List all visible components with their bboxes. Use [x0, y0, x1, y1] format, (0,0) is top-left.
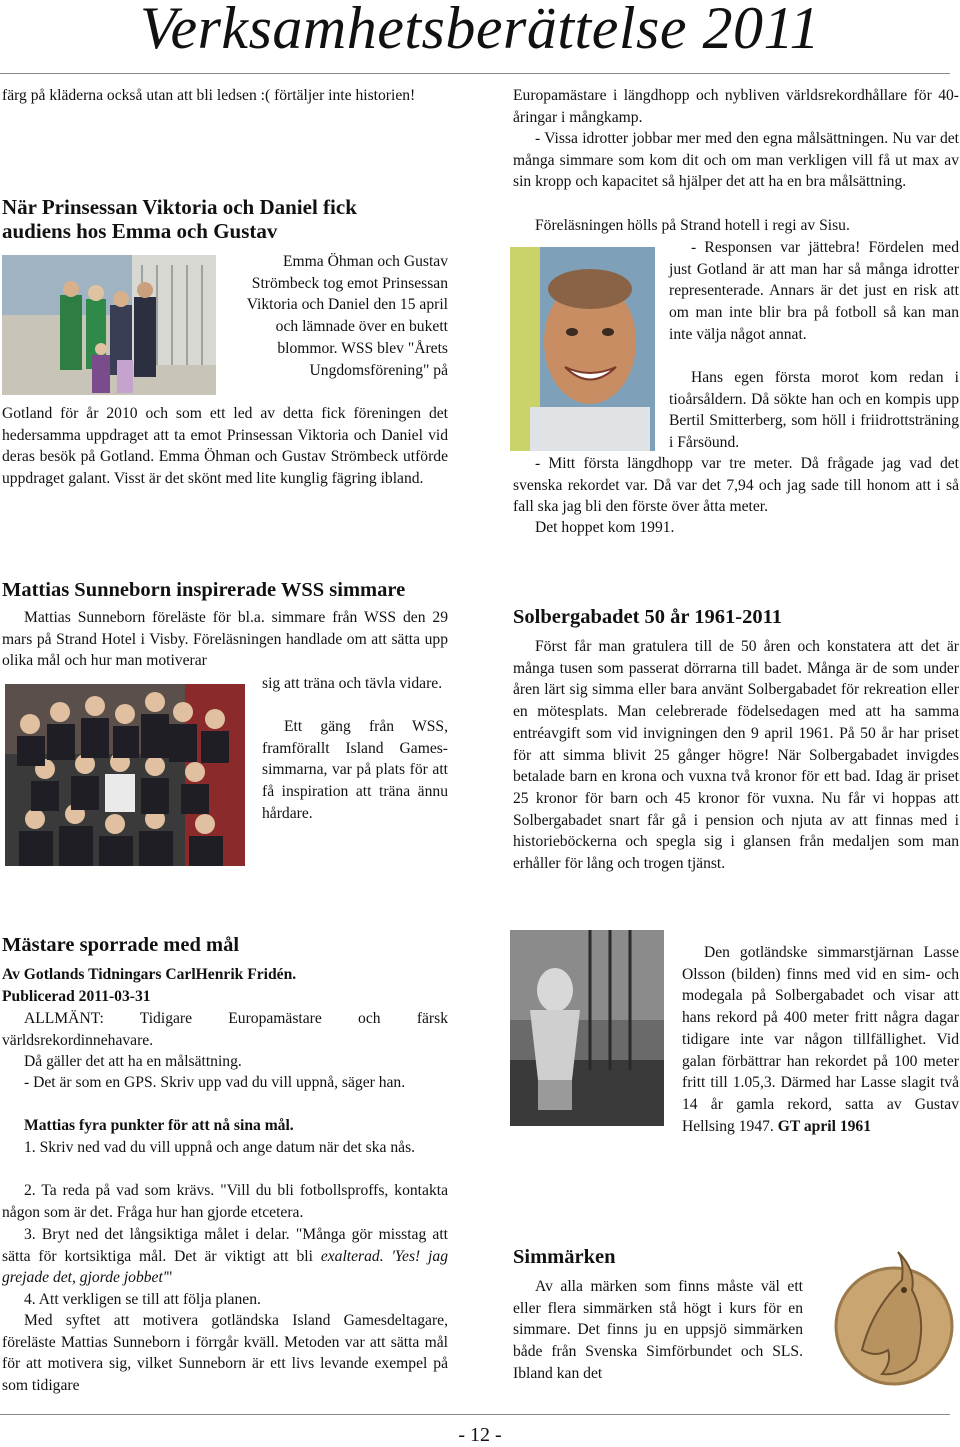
lasse-olsson-photo [510, 930, 664, 1126]
solberga-heading: Solbergabadet 50 år 1961-2011 [513, 606, 782, 628]
intro-text: färg på kläderna också utan att bli ledsen :( förtäljer inte historien! [2, 87, 416, 104]
lasse-text [682, 942, 959, 1137]
royal-heading: När Prinsessan Viktoria och Daniel fick audiens hos Emma och Gustav [2, 195, 357, 243]
mastare-text-8: 4. Att verkligen se till att följa planen. [24, 1291, 261, 1308]
royal-beside-text: Emma Öhman och Gustav Strömbeck tog emot Prinsessan Viktoria och Daniel den 15 april och lämnade över en bukett blommor. WSS blev "Årets Ungdomsförening" på [246, 253, 448, 379]
page-title: Verksamhetsberättelse 2011 [139, 0, 821, 61]
right-text-6: - Mitt första längdhopp var tre meter. Då frågade jag vad det svenska rekordet var. Då var det 7,94 och jag sade till honom att i så fall ska jag bli den förste över åtta meter. [513, 455, 959, 516]
right-text-3: Föreläsningen hölls på Strand hotell i regi av Sisu. [535, 217, 850, 234]
mastare-text-5: 1. Skriv ned vad du vill uppnå och ange datum när det ska nås. [24, 1139, 416, 1156]
simmarken-heading: Simmärken [513, 1246, 616, 1268]
mastare-byline-2: Publicerad 2011-03-31 [2, 988, 151, 1005]
mastare-text-4: Mattias fyra punkter för att nå sina mål. [24, 1117, 294, 1134]
mattias-text-1b: sig att träna och tävla vidare. [262, 675, 443, 692]
right-text-4: - Responsen var jättebra! Fördelen med just Gotland är att man har så många idrotter representerade. Annars är det just en risk att om man inte blir bra på fotboll så kan man inte välja något annat. [669, 239, 959, 343]
right-text-7: Det hoppet kom 1991. [535, 519, 675, 536]
mastare-text-6: 2. Ta reda på vad som krävs. "Vill du bli fotbollsproffs, kontakta någon som är det. Fråga hur han gjorde etcetera. [2, 1182, 448, 1221]
right-text-2: - Vissa idrotter jobbar mer med den egna målsättningen. Nu var det många simmare som kom dit och om man verkligen vill få ut max av sin kropp och kapacitet så hjälper det att ha en bra målsättning. [513, 130, 959, 191]
right-text-1: Europamästare i längdhopp och nybliven världsrekordhållare för 40-åringar i mångkamp. [513, 87, 959, 126]
header-rule [0, 73, 950, 74]
mastare-text-2: Då gäller det att ha en målsättning. [24, 1053, 242, 1070]
mastare-text-7b: exalterad. 'Yes! jag grejade det, gjorde jobbet' [2, 1247, 448, 1287]
mastare-text-1: ALLMÄNT: Tidigare Europamästare och färsk världsrekordinnehavare. [2, 1010, 448, 1049]
gt-credit: GT april 1961 [777, 1117, 872, 1135]
shark-badge-icon [832, 1250, 956, 1390]
mattias-text-2: Ett gäng från WSS, framförallt Island Games-simmarna, var på plats för att få inspiration att träna ännu hårdare. [262, 718, 448, 822]
mastare-text-7a: 3. Bryt ned det långsiktiga målet i delar. "Många gör misstag att sätta för kortsiktiga mål. Det är viktigt att bli [2, 1226, 448, 1265]
simmarken-text: Av alla märken som finns måste väl ett eller flera simmärken stå högt i kurs för en simmare. Det finns ju en uppsjö simmärken både från Svenska Simförbundet och SLS. Ibland kan det [513, 1278, 803, 1382]
royal-below-text: Gotland för år 2010 och som ett led av detta fick föreningen det hedersamma uppdraget att ta emot Prinsessan Viktoria och Daniel vid deras besök på Gotland. Emma Öhman och Gustav Strömbeck utförde uppdraget galant. Visst är det skönt med lite kunglig fägring ibland. [2, 405, 448, 488]
mastare-text-9: Med syftet att motivera gotländska Island Gamesdeltagare, föreläste Mattias Sunneborn i förrgår kväll. Metoden var att sätta mål för att motivera sig, vilket Sunneborn är ett livs levande exempel på som tidigare [2, 1312, 448, 1395]
mastare-text-7 [2, 1224, 448, 1289]
team-photo [5, 684, 245, 866]
footer-rule [0, 1414, 950, 1415]
mastare-text-7c: " [166, 1269, 173, 1287]
mastare-text-3: - Det är som en GPS. Skriv upp vad du vill uppnå, säger han. [24, 1074, 406, 1091]
page-number: - 12 - [458, 1424, 502, 1446]
mastare-byline-1: Av Gotlands Tidningars CarlHenrik Fridén. [2, 966, 297, 983]
right-text-5: Hans egen första morot kom redan i tioårsåldern. Då sökte han och en kompis upp Bertil Smitterberg, som höll i friidrottsträning i Fårsöund. [669, 369, 959, 452]
solberga-text: Först får man gratulera till de 50 åren och konstatera att det är många tusen som passerat dörrarna till badet. Många är de som under åren lärt sig simma eller bara använt Solbergabadet för rekreation eller en mötesplats. Man celebrerade födelsedagen med att ha samma entréavgift som vid invigningen den 9 april 1961. På 50 år har priset för att simma blivit 25 gånger högre! När Solbergabadet invigdes betalade barn en krona och vuxna två kronor för ett bad. Idag är priset 25 kronor för barn och 45 kronor för vuxna. Nu får vi hoppas att Solbergabadet snart får gå i pension och njuta av att finnas med i historieböckerna och spegla sig i glansen från medaljen som man erhåller för lång och trogen tjänst. [513, 638, 959, 873]
portrait-photo [510, 247, 655, 451]
royal-visit-photo [2, 255, 216, 395]
mattias-heading: Mattias Sunneborn inspirerade WSS simmare [2, 579, 406, 601]
mattias-text-1: Mattias Sunneborn föreläste för bl.a. simmare från WSS den 29 mars på Strand Hotel i Visby. Föreläsningen handlade om att sätta upp olika mål och hur man motiverar [2, 609, 448, 670]
lasse-text-body: Den gotländske simmarstjärnan Lasse Olsson (bilden) finns med vid en sim- och modegala på Solbergabadet och visar att hans rekord på 400 meter fritt några dagar tidigare inte var någon tillfällighet. Vid galan förbättrar han rekordet på 100 meter fritt till 1.05,3. Därmed har Lasse slagit två 14 år gamla rekord, satta av Gustav Hellsing 1947. [682, 944, 959, 1135]
mastare-heading: Mästare sporrade med mål [2, 934, 240, 956]
